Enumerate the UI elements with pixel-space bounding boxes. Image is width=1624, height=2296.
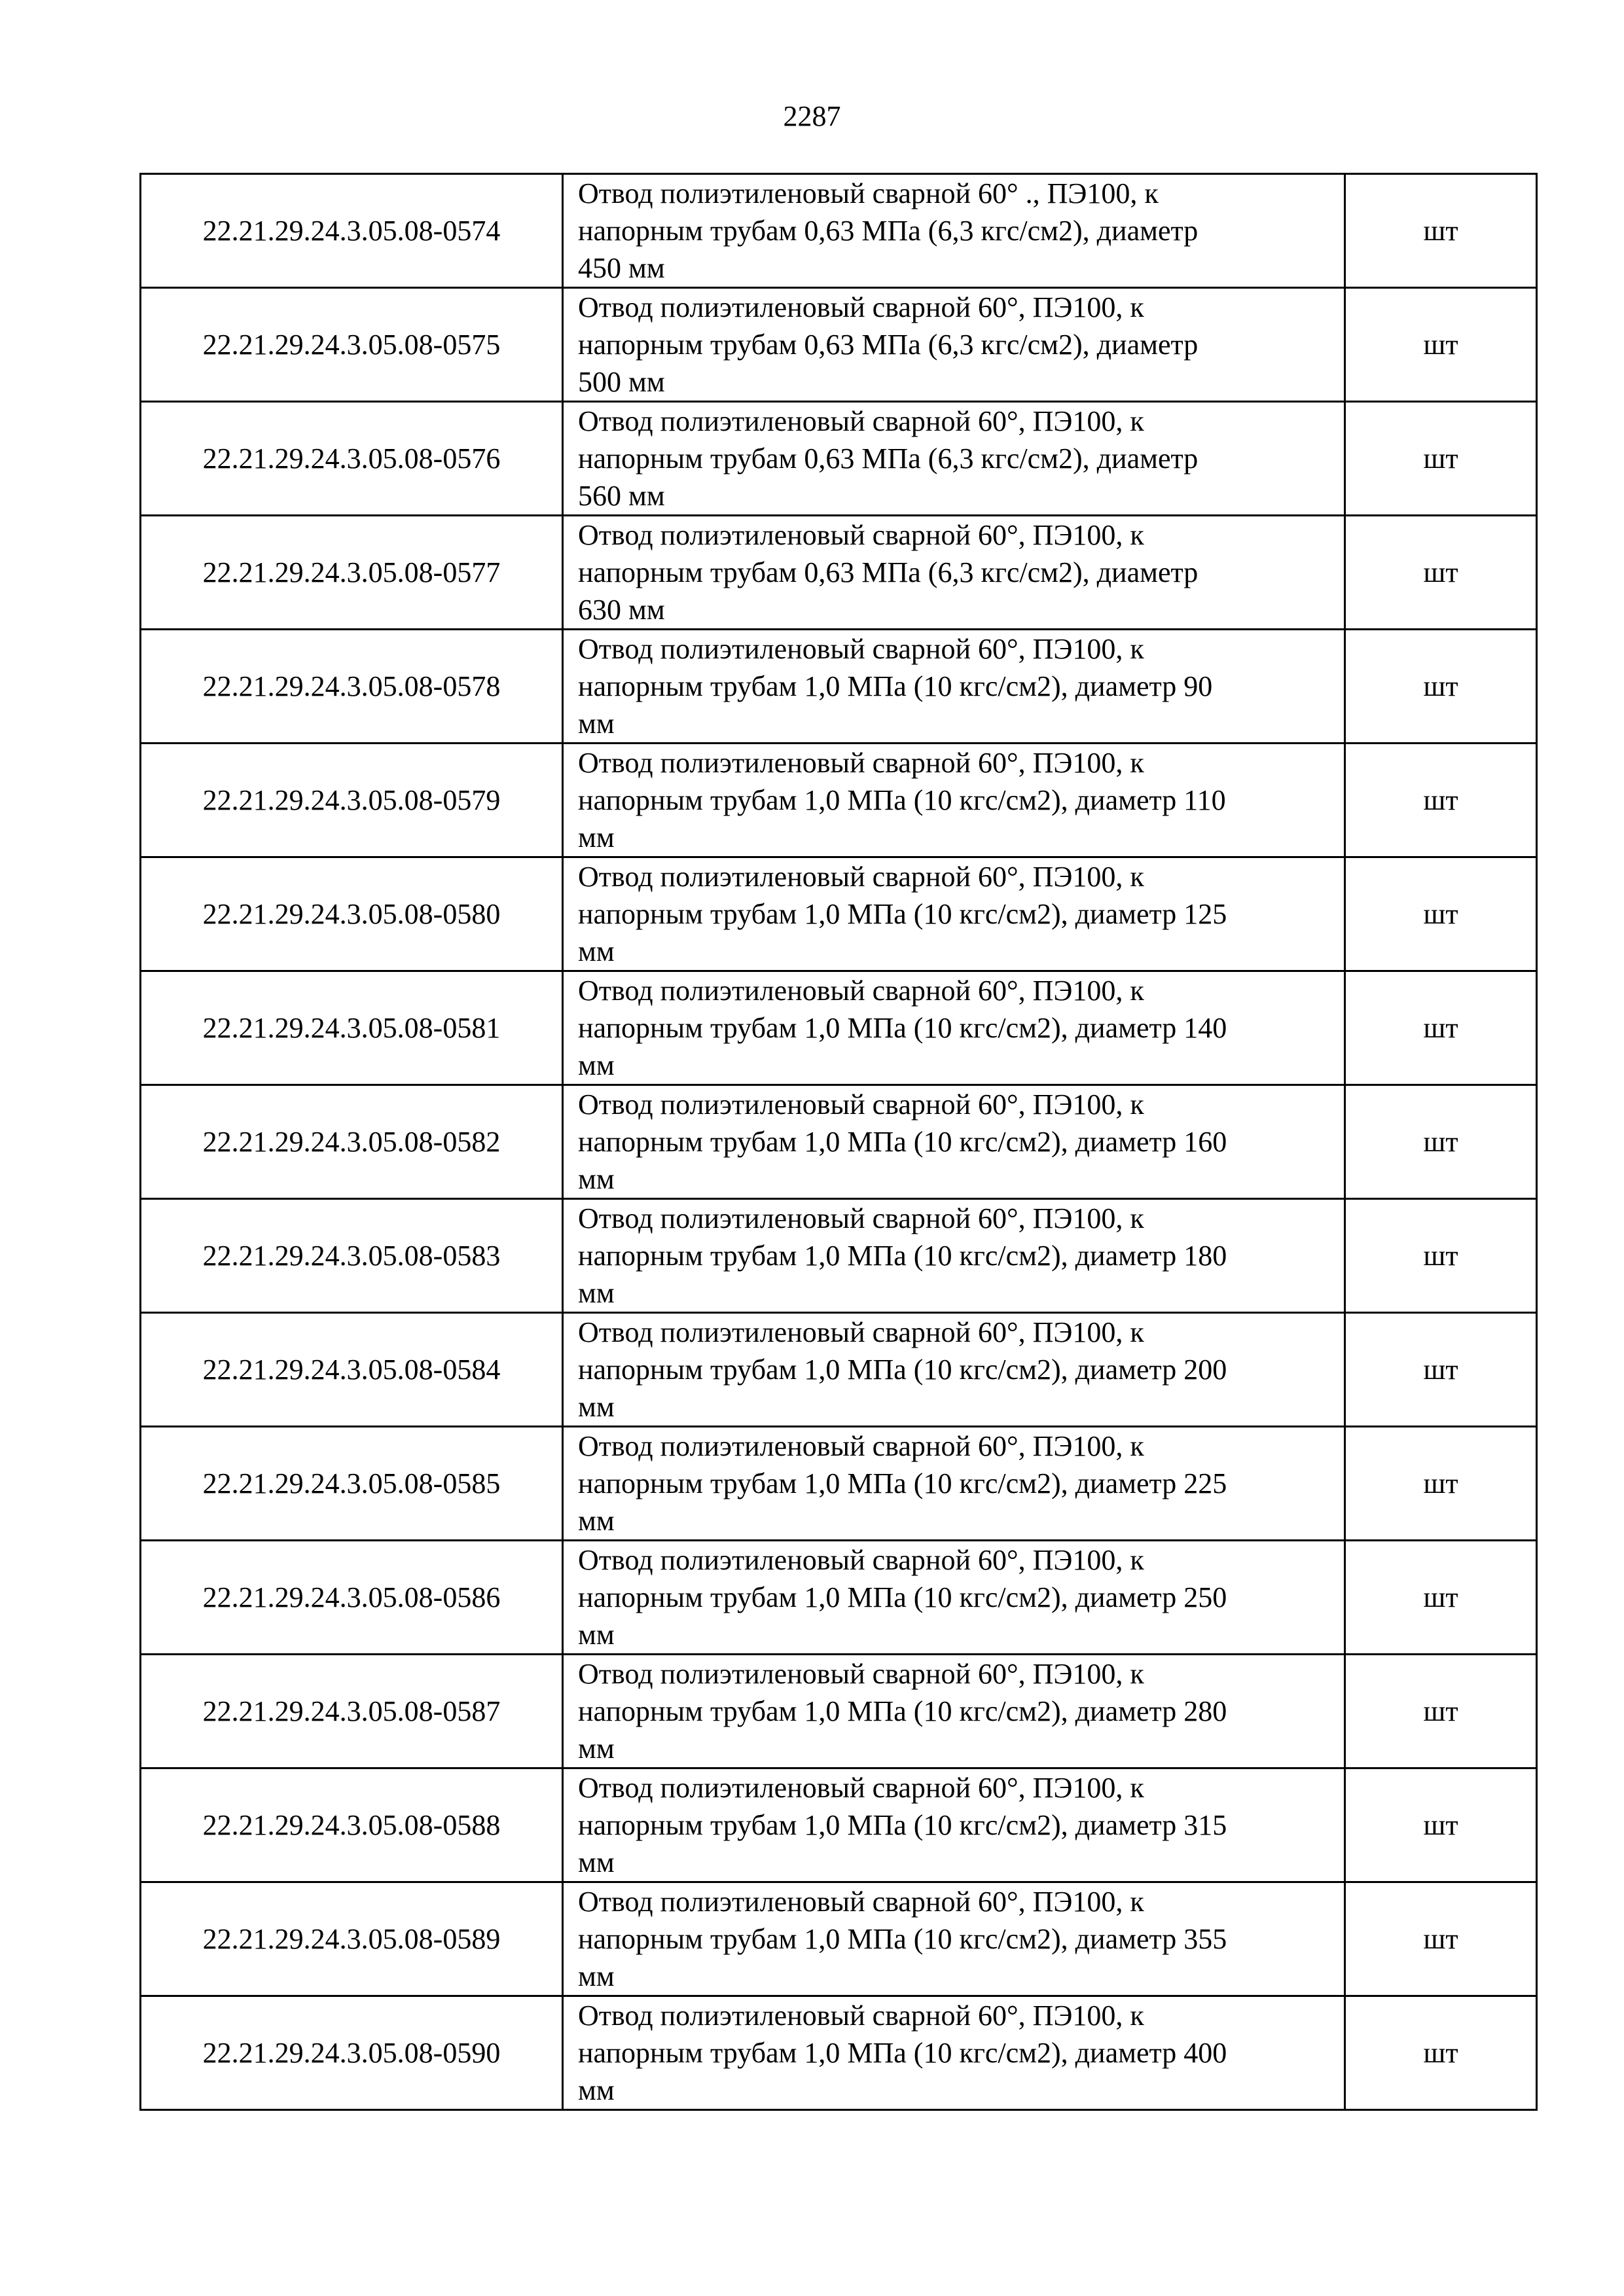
resource-code-cell: 22.21.29.24.3.05.08-0586 [141,1541,563,1655]
table-row [141,971,1537,1085]
resource-code-cell: 22.21.29.24.3.05.08-0588 [141,1768,563,1882]
description-line: 450 мм [578,252,665,284]
description-line: Отвод полиэтиленовый сварной 60°, ПЭ100, к [578,2000,1144,2032]
description-line: Отвод полиэтиленовый сварной 60°, ПЭ100, к [578,1544,1144,1576]
unit-cell: шт [1345,174,1537,288]
resource-description-cell [563,1768,1345,1882]
unit-cell: шт [1345,516,1537,630]
resource-code-cell: 22.21.29.24.3.05.08-0584 [141,1313,563,1427]
resource-code-cell: 22.21.29.24.3.05.08-0580 [141,857,563,971]
description-line: Отвод полиэтиленовый сварной 60°, ПЭ100, к [578,633,1144,665]
resource-description-cell [563,1313,1345,1427]
table-row [141,857,1537,971]
resource-code-cell: 22.21.29.24.3.05.08-0583 [141,1199,563,1313]
table-row [141,516,1537,630]
table-row [141,1199,1537,1313]
description-line: напорным трубам 0,63 МПа (6,3 кгс/см2), диаметр [578,442,1199,475]
description-line: Отвод полиэтиленовый сварной 60°, ПЭ100, к [578,1658,1144,1690]
resource-code-cell: 22.21.29.24.3.05.08-0585 [141,1427,563,1541]
resource-code-cell: 22.21.29.24.3.05.08-0574 [141,174,563,288]
table-row [141,1996,1537,2110]
description-line: напорным трубам 0,63 МПа (6,3 кгс/см2), диаметр [578,215,1199,247]
description-line: напорным трубам 1,0 МПа (10 кгс/см2), диаметр 110 [578,784,1226,816]
description-line: Отвод полиэтиленовый сварной 60° ., ПЭ100, к [578,177,1159,209]
unit-cell: шт [1345,630,1537,744]
unit-cell: шт [1345,1655,1537,1768]
description-line: 560 мм [578,480,665,512]
resource-description-cell [563,516,1345,630]
unit-cell: шт [1345,1996,1537,2110]
resource-code-cell: 22.21.29.24.3.05.08-0579 [141,744,563,857]
table-row [141,402,1537,516]
description-line: мм [578,2074,615,2106]
description-line: мм [578,1960,615,1992]
resource-code-cell: 22.21.29.24.3.05.08-0590 [141,1996,563,2110]
unit-cell: шт [1345,971,1537,1085]
resource-description-cell [563,1541,1345,1655]
resource-description-cell [563,971,1345,1085]
table-row [141,1313,1537,1427]
description-line: напорным трубам 1,0 МПа (10 кгс/см2), диаметр 225 [578,1467,1227,1499]
resource-description-cell [563,288,1345,402]
resource-description-cell [563,174,1345,288]
table-row [141,744,1537,857]
unit-cell: шт [1345,1085,1537,1199]
description-line: Отвод полиэтиленовый сварной 60°, ПЭ100, к [578,861,1144,893]
description-line: мм [578,1619,615,1651]
resource-description-cell [563,402,1345,516]
description-line: мм [578,708,615,740]
resource-description-cell [563,1427,1345,1541]
resource-description-cell [563,1655,1345,1768]
description-line: Отвод полиэтиленовый сварной 60°, ПЭ100, к [578,975,1144,1007]
description-line: напорным трубам 1,0 МПа (10 кгс/см2), диаметр 315 [578,1809,1227,1841]
description-line: мм [578,821,615,853]
description-line: напорным трубам 1,0 МПа (10 кгс/см2), диаметр 355 [578,1923,1227,1955]
unit-cell: шт [1345,1199,1537,1313]
description-line: мм [578,935,615,967]
table-row [141,1541,1537,1655]
table-row [141,1427,1537,1541]
resource-code-cell: 22.21.29.24.3.05.08-0576 [141,402,563,516]
page-number: 2287 [783,100,841,132]
resource-description-cell [563,1085,1345,1199]
unit-cell: шт [1345,402,1537,516]
table-row [141,1655,1537,1768]
description-line: 500 мм [578,366,665,398]
table-row [141,1768,1537,1882]
resource-description-cell [563,630,1345,744]
description-line: напорным трубам 1,0 МПа (10 кгс/см2), диаметр 250 [578,1581,1227,1613]
description-line: Отвод полиэтиленовый сварной 60°, ПЭ100, к [578,1088,1144,1121]
description-line: напорным трубам 1,0 МПа (10 кгс/см2), диаметр 200 [578,1354,1227,1386]
unit-cell: шт [1345,1313,1537,1427]
description-line: Отвод полиэтиленовый сварной 60°, ПЭ100, к [578,291,1144,323]
description-line: мм [578,1277,615,1309]
description-line: Отвод полиэтиленовый сварной 60°, ПЭ100, к [578,747,1144,779]
description-line: мм [578,1732,615,1765]
description-line: Отвод полиэтиленовый сварной 60°, ПЭ100, к [578,1772,1144,1804]
resource-description-cell [563,1996,1345,2110]
resource-code-cell: 22.21.29.24.3.05.08-0575 [141,288,563,402]
description-line: напорным трубам 1,0 МПа (10 кгс/см2), диаметр 160 [578,1126,1227,1158]
unit-cell: шт [1345,1541,1537,1655]
description-line: напорным трубам 0,63 МПа (6,3 кгс/см2), диаметр [578,329,1199,361]
description-line: мм [578,1049,615,1081]
description-line: 630 мм [578,594,665,626]
unit-cell: шт [1345,1882,1537,1996]
resource-table [139,173,1538,2111]
table-row [141,174,1537,288]
description-line: Отвод полиэтиленовый сварной 60°, ПЭ100, к [578,1886,1144,1918]
description-line: напорным трубам 1,0 МПа (10 кгс/см2), диаметр 125 [578,898,1227,930]
unit-cell: шт [1345,288,1537,402]
description-line: мм [578,1505,615,1537]
table-row [141,1085,1537,1199]
description-line: напорным трубам 1,0 МПа (10 кгс/см2), диаметр 280 [578,1695,1227,1727]
description-line: мм [578,1163,615,1195]
resource-code-cell: 22.21.29.24.3.05.08-0581 [141,971,563,1085]
description-line: мм [578,1846,615,1878]
resource-code-cell: 22.21.29.24.3.05.08-0589 [141,1882,563,1996]
resource-description-cell [563,857,1345,971]
description-line: Отвод полиэтиленовый сварной 60°, ПЭ100, к [578,1430,1144,1462]
description-line: напорным трубам 1,0 МПа (10 кгс/см2), диаметр 400 [578,2037,1227,2069]
description-line: Отвод полиэтиленовый сварной 60°, ПЭ100, к [578,1316,1144,1348]
resource-code-cell: 22.21.29.24.3.05.08-0582 [141,1085,563,1199]
description-line: напорным трубам 1,0 МПа (10 кгс/см2), диаметр 140 [578,1012,1227,1044]
description-line: напорным трубам 1,0 МПа (10 кгс/см2), диаметр 90 [578,670,1213,702]
unit-cell: шт [1345,857,1537,971]
description-line: напорным трубам 0,63 МПа (6,3 кгс/см2), диаметр [578,556,1199,588]
description-line: мм [578,1391,615,1423]
table-row [141,288,1537,402]
description-line: напорным трубам 1,0 МПа (10 кгс/см2), диаметр 180 [578,1240,1227,1272]
resource-description-cell [563,744,1345,857]
description-line: Отвод полиэтиленовый сварной 60°, ПЭ100, к [578,405,1144,437]
table-body [141,174,1537,2110]
description-line: Отвод полиэтиленовый сварной 60°, ПЭ100, к [578,1202,1144,1234]
resource-code-cell: 22.21.29.24.3.05.08-0587 [141,1655,563,1768]
description-line: Отвод полиэтиленовый сварной 60°, ПЭ100, к [578,519,1144,551]
table-row [141,1882,1537,1996]
resource-description-cell [563,1199,1345,1313]
resource-code-cell: 22.21.29.24.3.05.08-0578 [141,630,563,744]
table-row [141,630,1537,744]
resource-code-cell: 22.21.29.24.3.05.08-0577 [141,516,563,630]
resource-description-cell [563,1882,1345,1996]
unit-cell: шт [1345,1427,1537,1541]
unit-cell: шт [1345,744,1537,857]
unit-cell: шт [1345,1768,1537,1882]
